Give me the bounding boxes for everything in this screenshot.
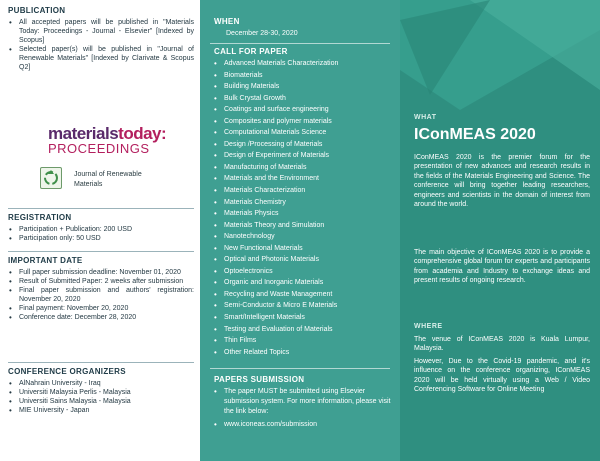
logo-mt-text-c: PROCEEDINGS	[48, 141, 150, 156]
conference-title: IConMEAS 2020	[414, 126, 536, 143]
logo-mt-text-b: today:	[118, 124, 167, 143]
middle-panel	[200, 0, 400, 461]
organizer-item: • AlNahrain University - Iraq	[8, 379, 194, 388]
topic-item: • Optoelectronics	[210, 266, 398, 278]
when-heading: WHEN	[214, 17, 240, 26]
topic-item: • Materials Characterization	[210, 185, 398, 197]
organizer-item: • Universiti Sains Malaysia - Malaysia	[8, 397, 194, 406]
topic-item: • Coatings and surface engineering	[210, 104, 398, 116]
publication-item: • All accepted papers will be published in "Materials Today: Proceedings - Journal - Elsevier" [Indexed by Scopus]	[8, 18, 194, 45]
publication-heading: PUBLICATION	[8, 6, 66, 15]
registration-item: • Participation + Publication: 200 USD	[8, 225, 194, 234]
divider	[210, 368, 390, 369]
topic-item: • Design of Experiment of Materials	[210, 150, 398, 162]
organizer-item: • MIE University - Japan	[8, 406, 194, 415]
publication-list	[8, 18, 194, 72]
right-panel	[400, 0, 600, 461]
what-heading: WHAT	[414, 114, 437, 121]
topic-item: • Semi-Conductor & Micro E Materials	[210, 300, 398, 312]
publication-section	[8, 6, 194, 72]
topic-item: • Thin Films	[210, 335, 398, 347]
papers-submission-heading: PAPERS SUBMISSION	[214, 375, 305, 384]
topic-item: • Manufacturing of Materials	[210, 162, 398, 174]
divider	[8, 251, 194, 252]
topics-list	[210, 58, 398, 358]
submission-link[interactable]: • www.iconeas.com/submission	[210, 420, 392, 430]
topic-item: • Biomaterials	[210, 70, 398, 82]
left-panel	[0, 0, 200, 461]
topic-item: • Composites and polymer materials	[210, 116, 398, 128]
what-paragraph-1: IConMEAS 2020 is the premier forum for the presentation of new advances and research results in the fields of the Materials Engineering and Science. The conference will bring together leading researchers, engineers and scientists in the domain of interest from around the world.	[414, 154, 590, 209]
registration-section	[8, 213, 194, 243]
topic-item: • Testing and Evaluation of Materials	[210, 324, 398, 336]
submission-item: • The paper MUST be submitted using Elsevier submission system. For more information, please visit the link below:	[210, 387, 392, 417]
topic-item: • Design /Processing of Materials	[210, 139, 398, 151]
topic-item: • Materials Physics	[210, 208, 398, 220]
topic-item: • Other Related Topics	[210, 347, 398, 359]
organizer-item: • Universiti Malaysia Perlis - Malaysia	[8, 388, 194, 397]
registration-list	[8, 225, 194, 243]
topic-item: • Materials Theory and Simulation	[210, 220, 398, 232]
where-paragraph-2: However, Due to the Covid-19 pandemic, and it's influence on the conference organizing, IConMEAS 2020 will be held virtually using a Web / Video Conferencing Software for Online Meeting	[414, 358, 590, 394]
topic-item: • Computational Materials Science	[210, 127, 398, 139]
what-paragraph-2: The main objective of IConMEAS 2020 is to provide a comprehensive global forum for experts and participants from academia and Industry to exchange ideas and present results of ongoing research.	[414, 249, 590, 285]
organizers-section	[8, 367, 194, 415]
important-date-heading: IMPORTANT DATE	[8, 256, 83, 265]
submission-list	[210, 387, 392, 430]
when-date: December 28-30, 2020	[226, 30, 298, 37]
journal-logo-text: Journal of Renewable Materials	[74, 171, 142, 188]
divider	[8, 362, 194, 363]
important-date-list	[8, 268, 194, 322]
topic-item: • Building Materials	[210, 81, 398, 93]
topic-item: • Organic and Inorganic Materials	[210, 277, 398, 289]
recycle-icon	[40, 167, 62, 189]
divider	[210, 43, 390, 44]
decorative-shapes	[400, 0, 600, 110]
important-date-item: • Full paper submission deadline: November 01, 2020	[8, 268, 194, 277]
registration-item: • Participation only: 50 USD	[8, 234, 194, 243]
where-heading: WHERE	[414, 323, 443, 330]
topic-item: • Recycling and Waste Management	[210, 289, 398, 301]
organizers-list	[8, 379, 194, 415]
important-date-item: • Final paper submission and authors' registration: November 20, 2020	[8, 286, 194, 304]
important-date-item: • Result of Submitted Paper: 2 weeks after submission	[8, 277, 194, 286]
topic-item: • Bulk Crystal Growth	[210, 93, 398, 105]
topic-item: • Nanotechnology	[210, 231, 398, 243]
topic-item: • Materials Chemistry	[210, 197, 398, 209]
topic-item: • New Functional Materials	[210, 243, 398, 255]
important-date-item: • Conference date: December 28, 2020	[8, 313, 194, 322]
organizers-heading: CONFERENCE ORGANIZERS	[8, 367, 126, 376]
materials-today-logo	[48, 124, 167, 156]
where-paragraph-1: The venue of IConMEAS 2020 is Kuala Lumpur, Malaysia.	[414, 336, 590, 353]
topic-item: • Materials and the Environment	[210, 173, 398, 185]
important-date-section	[8, 256, 194, 322]
divider	[8, 208, 194, 209]
call-for-paper-heading: CALL FOR PAPER	[214, 47, 288, 56]
topic-item: • Optical and Photonic Materials	[210, 254, 398, 266]
important-date-item: • Final payment: November 20, 2020	[8, 304, 194, 313]
topic-item: • Advanced Materials Characterization	[210, 58, 398, 70]
publication-item: • Selected paper(s) will be published in "Journal of Renewable Materials" [Indexed by Clarivate & Scopus Q2]	[8, 45, 194, 72]
journal-renewable-materials-logo	[40, 167, 190, 195]
registration-heading: REGISTRATION	[8, 213, 72, 222]
topic-item: • Smart/Intelligent Materials	[210, 312, 398, 324]
logo-mt-text-a: materials	[48, 124, 119, 143]
